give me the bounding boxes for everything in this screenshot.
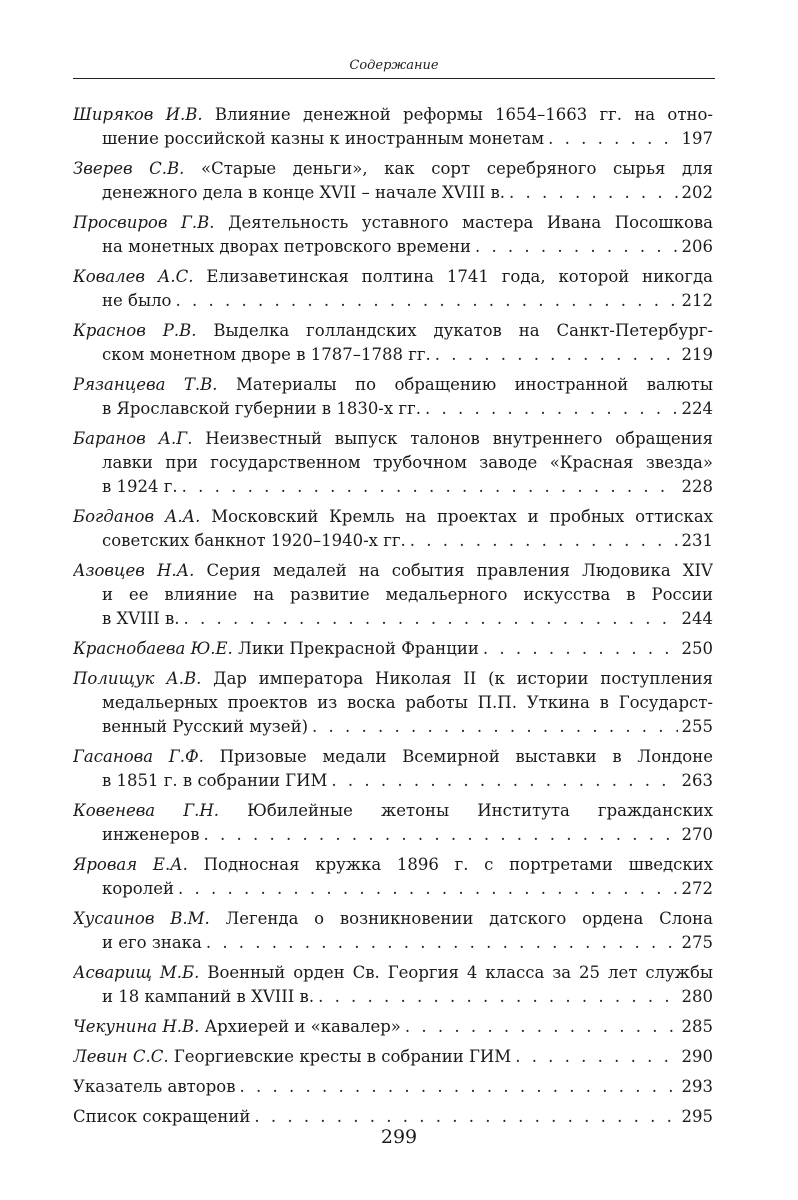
toc-entry — [73, 157, 713, 205]
toc-entry-title: на монетных дворах петровского времени — [102, 237, 471, 256]
toc-entry — [73, 637, 713, 661]
toc-entry — [73, 1015, 713, 1039]
toc-entry-page: 228 — [681, 477, 713, 496]
dot-leader — [548, 127, 677, 151]
toc-entry-title: «Старые деньги», как сорт серебряного сырья для — [201, 159, 713, 178]
toc-entry-text-segment — [102, 289, 172, 313]
dot-leader — [425, 397, 678, 421]
toc-entry-title: Материалы по обращению иностранной валюты — [236, 375, 713, 394]
toc-entry-text-segment — [102, 475, 178, 499]
toc-entry-text-segment — [73, 267, 713, 286]
toc-entry-text-segment — [73, 375, 713, 394]
toc-entry-page: 250 — [681, 639, 713, 658]
toc-entry-title: Елизаветинская полтина 1741 года, которой никогда — [206, 267, 713, 286]
toc-entry-author: Рязанцева Т.В. — [73, 375, 218, 394]
toc-entry-text-segment — [73, 669, 713, 688]
toc-entry-text-segment — [102, 931, 202, 955]
toc-entry-line — [73, 289, 713, 313]
toc-entry — [73, 211, 713, 259]
toc-entry-page: 219 — [681, 345, 713, 364]
toc-entry-page: 224 — [681, 399, 713, 418]
toc-entry — [73, 745, 713, 793]
toc-entry-title: Серия медалей на события правления Людовика XIV — [206, 561, 713, 580]
toc-entry-text-segment — [102, 607, 180, 631]
toc-entry-line — [73, 1015, 713, 1039]
toc-entry-page: 202 — [681, 183, 713, 202]
toc-entry-text-segment — [102, 585, 713, 604]
toc-entry-author: Краснов Р.В. — [73, 321, 197, 340]
toc-entry-page: 280 — [681, 987, 713, 1006]
toc-entry-line — [73, 451, 713, 475]
toc-entry-text-segment — [73, 429, 713, 448]
toc-entry-title: медальерных проектов из воска работы П.П. Уткина в Государст- — [102, 693, 713, 712]
toc-entry-title: королей — [102, 879, 174, 898]
toc-entry — [73, 265, 713, 313]
toc-entry — [73, 103, 713, 151]
toc-entry-text-segment — [73, 1015, 401, 1039]
toc-entry-page: 206 — [681, 237, 713, 256]
toc-entry-title: в Ярославской губернии в 1830-х гг. — [102, 399, 421, 418]
toc-entry-line — [73, 877, 713, 901]
toc-entry-line — [73, 853, 713, 877]
toc-entry-title: Подносная кружка 1896 г. с портретами шведских — [203, 855, 713, 874]
dot-leader — [176, 289, 678, 313]
toc-entry-page: 270 — [681, 825, 713, 844]
toc-entry — [73, 907, 713, 955]
dot-leader — [178, 877, 678, 901]
toc-entry-author: Зверев С.В. — [73, 159, 185, 178]
dot-leader — [312, 715, 677, 739]
dot-leader — [182, 475, 678, 499]
toc-entry-title: лавки при государственном трубочном заводе «Красная звезда» — [102, 453, 713, 472]
toc-entry-title: Неизвестный выпуск талонов внутреннего обращения — [205, 429, 713, 448]
toc-entry-line — [73, 1075, 713, 1099]
toc-entry-line — [73, 127, 713, 151]
dot-leader — [331, 769, 677, 793]
toc-entry-page: 244 — [681, 609, 713, 628]
toc-entry-page: 212 — [681, 291, 713, 310]
toc-entry-text-segment — [73, 321, 713, 340]
toc-entry — [73, 373, 713, 421]
toc-entry-title: не было — [102, 291, 172, 310]
toc-entry-text-segment — [73, 801, 713, 820]
toc-entry — [73, 559, 713, 631]
toc-entry-author: Баранов А.Г. — [73, 429, 193, 448]
toc-entry — [73, 853, 713, 901]
toc-entry-author: Яровая Е.А. — [73, 855, 188, 874]
toc-entry-line — [73, 103, 713, 127]
toc-entry-text-segment — [102, 529, 406, 553]
toc-entry-text-segment — [73, 1045, 511, 1069]
toc-entry-line — [73, 343, 713, 367]
toc-entry-line — [73, 745, 713, 769]
toc-entry-author: Богданов А.А. — [73, 507, 201, 526]
toc-entry-line — [73, 157, 713, 181]
dot-leader — [405, 1015, 678, 1039]
toc-entry-text-segment — [73, 159, 713, 178]
toc-entry-title: Список сокращений — [73, 1107, 251, 1126]
toc-entry-line — [73, 769, 713, 793]
toc-entry-line — [73, 907, 713, 931]
toc-entry — [73, 427, 713, 499]
toc-entry-line — [73, 505, 713, 529]
toc-entry-title: Лики Прекрасной Франции — [238, 639, 479, 658]
running-head: Содержание — [349, 58, 439, 73]
toc-entry-title: ском монетном дворе в 1787–1788 гг. — [102, 345, 431, 364]
toc-entry-text-segment — [102, 877, 174, 901]
toc-entry-text-segment — [73, 855, 713, 874]
toc-entry-line — [73, 211, 713, 235]
toc-entry-page: 295 — [681, 1107, 713, 1126]
toc-entry-line — [73, 427, 713, 451]
toc-entry-line — [73, 265, 713, 289]
toc-entry-title: Архиерей и «кавалер» — [204, 1017, 401, 1036]
toc-entry-author: Чекунина Н.В. — [73, 1017, 200, 1036]
toc-entry-author: Ковенева Г.Н. — [73, 801, 220, 820]
toc-entry-author: Хусаинов В.М. — [73, 909, 210, 928]
toc-entry-title: в 1851 г. в собрании ГИМ — [102, 771, 328, 790]
table-of-contents — [73, 103, 713, 1135]
toc-entry-title: Московский Кремль на проектах и пробных оттисках — [211, 507, 713, 526]
toc-entry-line — [73, 931, 713, 955]
toc-entry-title: денежного дела в конце XVII – начале XVIII в. — [102, 183, 506, 202]
toc-entry-text-segment — [102, 823, 200, 847]
toc-entry-page: 275 — [681, 933, 713, 952]
toc-entry-page: 197 — [681, 129, 713, 148]
toc-entry-title: в 1924 г. — [102, 477, 178, 496]
toc-entry — [73, 1075, 713, 1099]
toc-entry — [73, 319, 713, 367]
toc-entry-text-segment — [102, 453, 713, 472]
toc-entry-text-segment — [102, 127, 544, 151]
toc-entry-author: Просвиров Г.В. — [73, 213, 215, 232]
toc-entry-text-segment — [102, 693, 713, 712]
dot-leader — [435, 343, 678, 367]
toc-entry-line — [73, 823, 713, 847]
toc-entry-line — [73, 181, 713, 205]
toc-entry-text-segment — [102, 397, 421, 421]
toc-entry-author: Краснобаева Ю.Е. — [73, 639, 233, 658]
toc-entry-page: 255 — [681, 717, 713, 736]
toc-entry-line — [73, 397, 713, 421]
dot-leader — [410, 529, 678, 553]
toc-entry-page: 290 — [681, 1047, 713, 1066]
toc-entry-title: Георгиевские кресты в собрании ГИМ — [173, 1047, 512, 1066]
toc-entry-title: Легенда о возникновении датского ордена Слона — [225, 909, 713, 928]
toc-entry-text-segment — [102, 343, 431, 367]
toc-entry-line — [73, 637, 713, 661]
toc-entry-title: советских банкнот 1920–1940-х гг. — [102, 531, 406, 550]
toc-entry-text-segment — [73, 105, 713, 124]
toc-entry-title: и его знака — [102, 933, 202, 952]
toc-entry-line — [73, 715, 713, 739]
dot-leader — [318, 985, 677, 1009]
toc-entry-title: инженеров — [102, 825, 200, 844]
toc-entry-author: Левин С.С. — [73, 1047, 169, 1066]
toc-entry-title: Влияние денежной реформы 1654–1663 гг. на отно- — [214, 105, 713, 124]
toc-entry-line — [73, 799, 713, 823]
dot-leader — [206, 931, 678, 955]
toc-entry-page: 263 — [681, 771, 713, 790]
toc-entry-line — [73, 559, 713, 583]
toc-entry-author: Гасанова Г.Ф. — [73, 747, 204, 766]
toc-entry-text-segment — [73, 963, 713, 982]
toc-entry-text-segment — [102, 985, 314, 1009]
toc-entry-text-segment — [73, 1075, 236, 1099]
toc-entry-title: венный Русский музей) — [102, 717, 309, 736]
toc-entry-line — [73, 1045, 713, 1069]
toc-entry-author: Ковалев А.С. — [73, 267, 194, 286]
dot-leader — [509, 181, 677, 205]
dot-leader — [483, 637, 678, 661]
toc-entry-line — [73, 961, 713, 985]
page-number: 299 — [380, 1126, 418, 1148]
toc-entry-line — [73, 529, 713, 553]
toc-entry-title: Дар императора Николая II (к истории поступления — [213, 669, 713, 688]
toc-entry-title: в XVIII в. — [102, 609, 180, 628]
toc-entry-line — [73, 373, 713, 397]
toc-entry-page: 285 — [681, 1017, 713, 1036]
toc-entry — [73, 505, 713, 553]
toc-entry-title: Указатель авторов — [73, 1077, 236, 1096]
toc-entry-line — [73, 607, 713, 631]
toc-entry-line — [73, 319, 713, 343]
dot-leader — [515, 1045, 677, 1069]
dot-leader — [184, 607, 678, 631]
toc-entry-line — [73, 985, 713, 1009]
toc-entry-page: 293 — [681, 1077, 713, 1096]
toc-entry-title: и 18 кампаний в XVIII в. — [102, 987, 315, 1006]
toc-entry-text-segment — [73, 213, 713, 232]
toc-entry-text-segment — [73, 507, 713, 526]
toc-entry-text-segment — [102, 235, 471, 259]
toc-entry — [73, 1045, 713, 1069]
toc-entry-text-segment — [73, 909, 713, 928]
dot-leader — [240, 1075, 678, 1099]
toc-entry-text-segment — [73, 637, 479, 661]
toc-entry — [73, 667, 713, 739]
toc-entry-text-segment — [73, 561, 713, 580]
toc-entry-title: Выделка голландских дукатов на Санкт-Петербург- — [213, 321, 713, 340]
toc-entry-text-segment — [102, 181, 505, 205]
toc-entry-page: 272 — [681, 879, 713, 898]
toc-entry-title: Военный орден Св. Георгия 4 класса за 25 лет службы — [207, 963, 713, 982]
header-rule — [73, 78, 715, 79]
toc-entry-text-segment — [73, 747, 713, 766]
toc-entry-author: Азовцев Н.А. — [73, 561, 195, 580]
toc-entry-title: Деятельность уставного мастера Ивана Посошкова — [228, 213, 713, 232]
toc-entry-author: Полищук А.В. — [73, 669, 202, 688]
toc-entry-line — [73, 667, 713, 691]
dot-leader — [475, 235, 678, 259]
toc-entry-title: шение российской казны к иностранным монетам — [102, 129, 545, 148]
toc-entry-text-segment — [102, 715, 308, 739]
toc-entry-title: Юбилейные жетоны Института гражданских — [247, 801, 713, 820]
toc-entry-line — [73, 691, 713, 715]
toc-entry-line — [73, 583, 713, 607]
toc-entry-text-segment — [102, 769, 327, 793]
toc-entry-author: Асварищ М.Б. — [73, 963, 200, 982]
toc-entry-title: Призовые медали Всемирной выставки в Лондоне — [219, 747, 713, 766]
toc-entry-line — [73, 235, 713, 259]
toc-entry-line — [73, 475, 713, 499]
toc-entry-author: Ширяков И.В. — [73, 105, 203, 124]
toc-entry — [73, 799, 713, 847]
dot-leader — [204, 823, 678, 847]
toc-entry-page: 231 — [681, 531, 713, 550]
toc-entry — [73, 961, 713, 1009]
toc-entry-title: и ее влияние на развитие медальерного искусства в России — [102, 585, 713, 604]
